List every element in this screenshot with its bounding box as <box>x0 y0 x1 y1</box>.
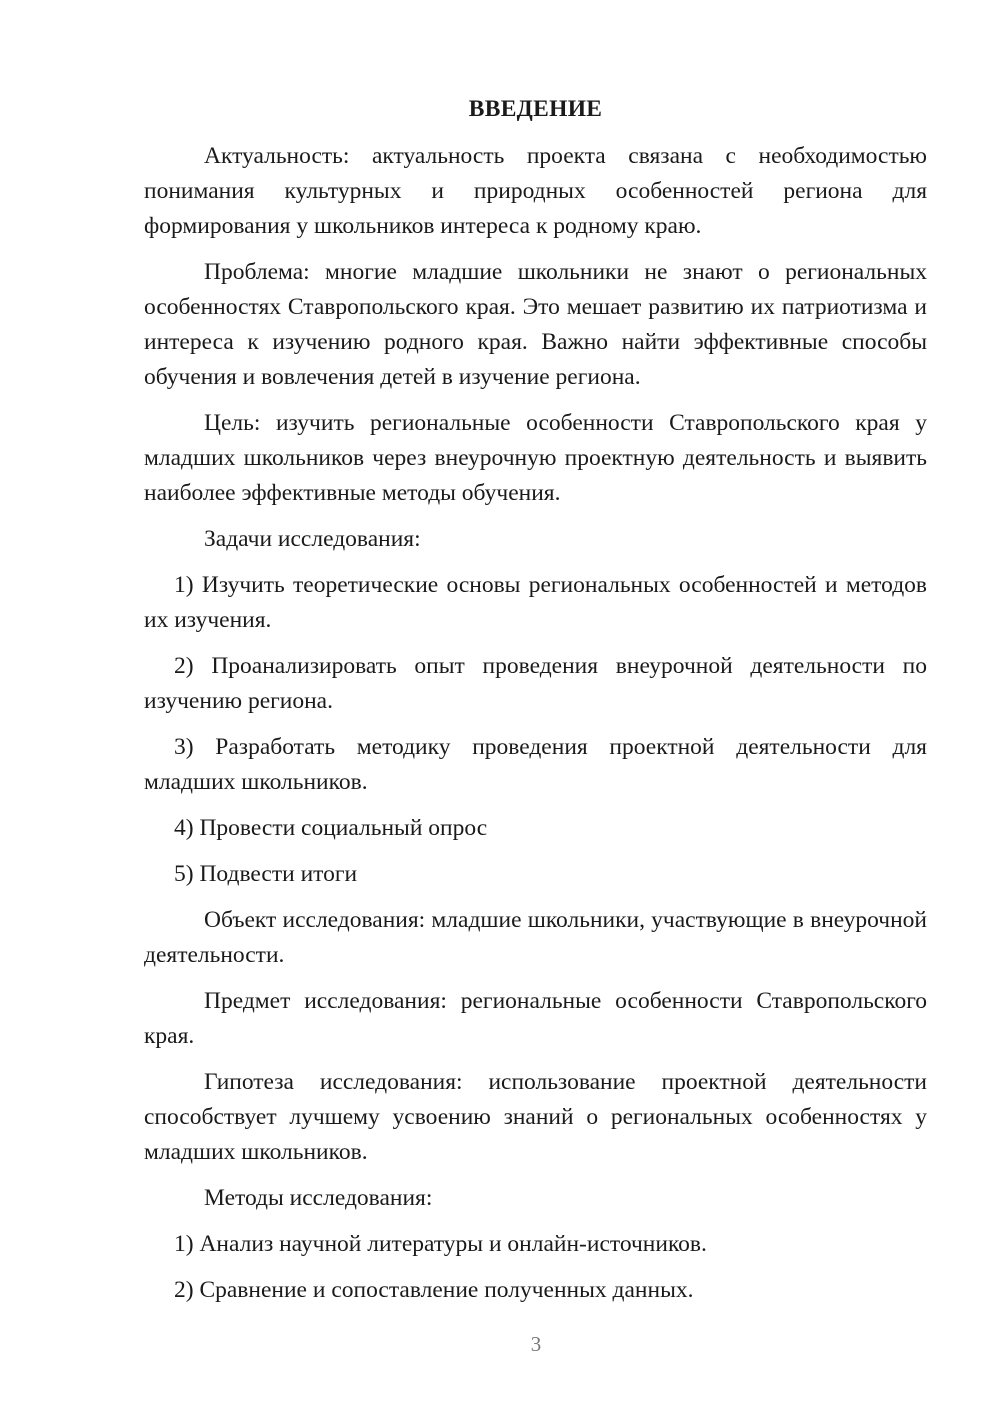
method-item: 1) Анализ научной литературы и онлайн-источников. <box>174 1231 707 1257</box>
methods-heading: Методы исследования: <box>204 1185 433 1211</box>
page-content <box>144 92 927 1319</box>
object-paragraph: Объект исследования: младшие школьники, участвующие в внеурочной деятельности. <box>144 907 927 968</box>
page-number: 3 <box>530 1332 542 1356</box>
section-heading: ВВЕДЕНИЕ <box>468 96 603 122</box>
hypothesis-paragraph: Гипотеза исследования: использование проектной деятельности способствует лучшему усвоению знаний о региональных особенностях у младших школьников. <box>144 1069 927 1165</box>
subject-paragraph: Предмет исследования: региональные особенности Ставропольского края. <box>144 988 927 1049</box>
relevance-paragraph: Актуальность: актуальность проекта связана с необходимостью понимания культурных и природных особенностей региона для формирования у школьников интереса к родному краю. <box>144 143 927 239</box>
task-item: 3) Разработать методику проведения проектной деятельности для младших школьников. <box>144 734 927 795</box>
problem-paragraph: Проблема: многие младшие школьники не знают о региональных особенностях Ставропольского края. Это мешает развитию их патриотизма и интереса к изучению родного края. Важно найти эффективные способы обучения и вовлечения детей в изучение региона. <box>144 259 927 390</box>
task-item: 2) Проанализировать опыт проведения внеурочной деятельности по изучению региона. <box>144 653 927 714</box>
goal-paragraph: Цель: изучить региональные особенности Ставропольского края у младших школьников через внеурочную проектную деятельность и выявить наиболее эффективные методы обучения. <box>144 410 927 506</box>
method-item: 2) Сравнение и сопоставление полученных данных. <box>174 1277 694 1303</box>
task-item: 5) Подвести итоги <box>174 861 358 887</box>
tasks-heading: Задачи исследования: <box>204 526 421 552</box>
task-item: 4) Провести социальный опрос <box>174 815 488 841</box>
task-item: 1) Изучить теоретические основы региональных особенностей и методов их изучения. <box>144 572 927 633</box>
